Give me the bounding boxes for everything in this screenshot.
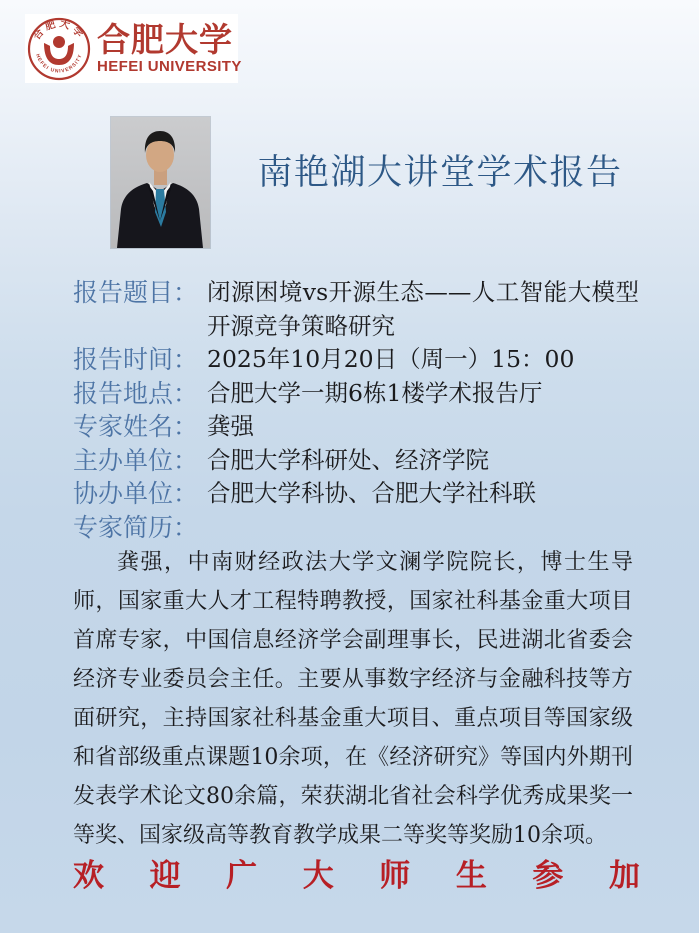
speaker-photo bbox=[111, 117, 210, 248]
info-label: 主办单位： bbox=[73, 445, 199, 475]
info-value: 合肥大学科研处、经济学院 bbox=[207, 445, 489, 474]
welcome-line: 欢迎广大师生参加 bbox=[73, 858, 640, 894]
university-name-cn: 合肥大学 bbox=[97, 19, 233, 59]
info-label: 协办单位： bbox=[73, 479, 199, 508]
info-value: 2025年10月20日（周一）15：00 bbox=[207, 345, 575, 373]
info-row-cohost bbox=[73, 477, 639, 511]
info-label: 报告地点： bbox=[73, 378, 199, 408]
university-seal-icon bbox=[27, 17, 91, 81]
info-value: 龚强 bbox=[207, 412, 254, 440]
university-name bbox=[97, 19, 242, 76]
info-row-resume bbox=[73, 511, 639, 545]
info-row-host bbox=[73, 444, 639, 478]
info-row-location bbox=[73, 377, 639, 411]
info-row-topic bbox=[73, 276, 639, 343]
lecture-info bbox=[73, 276, 639, 544]
info-value: 闭源困境vs开源生态——人工智能大模型开源竞争策略研究 bbox=[207, 278, 639, 340]
speaker-portrait-icon bbox=[111, 117, 210, 248]
info-row-speaker bbox=[73, 410, 639, 444]
seal-top-text: 合肥大学 bbox=[31, 17, 87, 42]
university-logo bbox=[25, 14, 242, 83]
info-row-time bbox=[73, 343, 639, 377]
info-label: 专家姓名： bbox=[73, 412, 199, 441]
info-label: 报告时间： bbox=[73, 345, 199, 374]
university-name-en: HEFEI UNIVERSITY bbox=[97, 57, 242, 75]
speaker-biography: 龚强，中南财经政法大学文澜学院院长，博士生导师，国家重大人才工程特聘教授，国家社科基金重大项目首席专家，中国信息经济学会副理事长，民进湖北省委会经济专业委员会主任。主要从事数字经济与金融科技等方面研究，主持国家社科基金重大项目、重点项目等国家级和省部级重点课题10余项，在《经济研究》等国内外期刊发表学术论文80余篇，荣获湖北省社会科学优秀成果奖一等奖、国家级高等教育教学成果二等奖等奖励10余项。 bbox=[73, 550, 633, 848]
seal-emblem bbox=[44, 36, 74, 65]
info-label: 报告题目： bbox=[73, 278, 199, 307]
info-value: 合肥大学科协、合肥大学社科联 bbox=[207, 479, 536, 507]
seal-bottom-text: HEFEI UNIVERSITY bbox=[34, 52, 84, 75]
info-label: 专家简历： bbox=[73, 512, 199, 542]
page-title: 南艳湖大讲堂学术报告 bbox=[257, 153, 623, 193]
info-value: 合肥大学一期6栋1楼学术报告厅 bbox=[207, 378, 543, 407]
